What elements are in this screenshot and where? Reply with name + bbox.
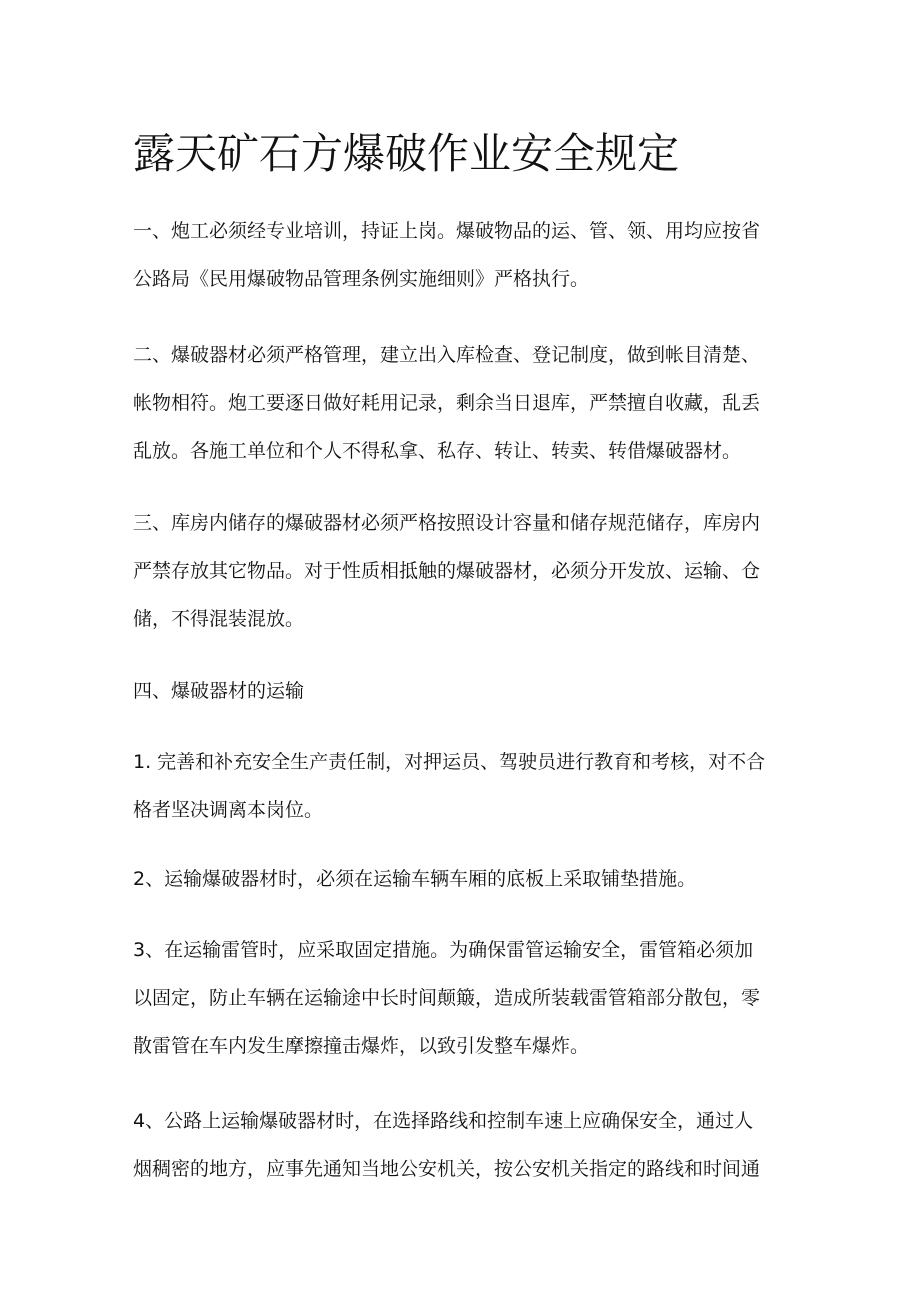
paragraph-line: 4、公路上运输爆破器材时，在选择路线和控制车速上应确保安全，通过人: [133, 1110, 754, 1132]
paragraph-line: 以固定，防止车辆在运输途中长时间颠簸，造成所装载雷管箱部分散包，零: [133, 987, 761, 1009]
paragraph-line: 烟稠密的地方，应事先通知当地公安机关，按公安机关指定的路线和时间通: [133, 1158, 761, 1180]
paragraph-line: 二、爆破器材必须严格管理，建立出入库检查、登记制度，做到帐目清楚、: [133, 344, 761, 366]
paragraph-line: 3、在运输雷管时，应采取固定措施。为确保雷管运输安全，雷管箱必须加: [133, 939, 754, 961]
paragraph-3: [133, 499, 801, 643]
paragraph-line: 公路局《民用爆破物品管理条例实施细则》严格执行。: [133, 268, 590, 290]
paragraph-line: 帐物相符。炮工要逐日做好耗用记录，剩余当日退库，严禁擅自收藏，乱丢: [133, 392, 761, 414]
paragraph-line: 一、炮工必须经专业培训，持证上岗。爆破物品的运、管、领、用均应按省: [133, 220, 761, 242]
document-title: 露天矿石方爆破作业安全规定: [133, 129, 680, 178]
list-item-2: [133, 855, 801, 903]
paragraph-line: 三、库房内储存的爆破器材必须严格按照设计容量和储存规范储存，库房内: [133, 512, 761, 534]
section-heading-transport: [133, 667, 801, 715]
paragraph-line: 四、爆破器材的运输: [133, 680, 305, 702]
paragraph-line: 储，不得混装混放。: [133, 608, 305, 630]
paragraph-2: [133, 331, 801, 475]
paragraph-line: 乱放。各施工单位和个人不得私拿、私存、转让、转卖、转借爆破器材。: [133, 440, 742, 462]
list-item-3: [133, 926, 801, 1070]
paragraph-line: 散雷管在车内发生摩擦撞击爆炸，以致引发整车爆炸。: [133, 1035, 590, 1057]
paragraph-line: 格者坚决调离本岗位。: [133, 799, 324, 821]
list-item-1: [133, 738, 801, 834]
paragraph-line: 2、运输爆破器材时，必须在运输车辆车厢的底板上采取铺垫措施。: [133, 868, 697, 890]
list-item-4: [133, 1097, 801, 1193]
paragraph-line: 1. 完善和补充安全生产责任制，对押运员、驾驶员进行教育和考核，对不合: [133, 751, 766, 773]
paragraph-line: 严禁存放其它物品。对于性质相抵触的爆破器材，必须分开发放、运输、仓: [133, 560, 761, 582]
paragraph-1: [133, 207, 801, 303]
